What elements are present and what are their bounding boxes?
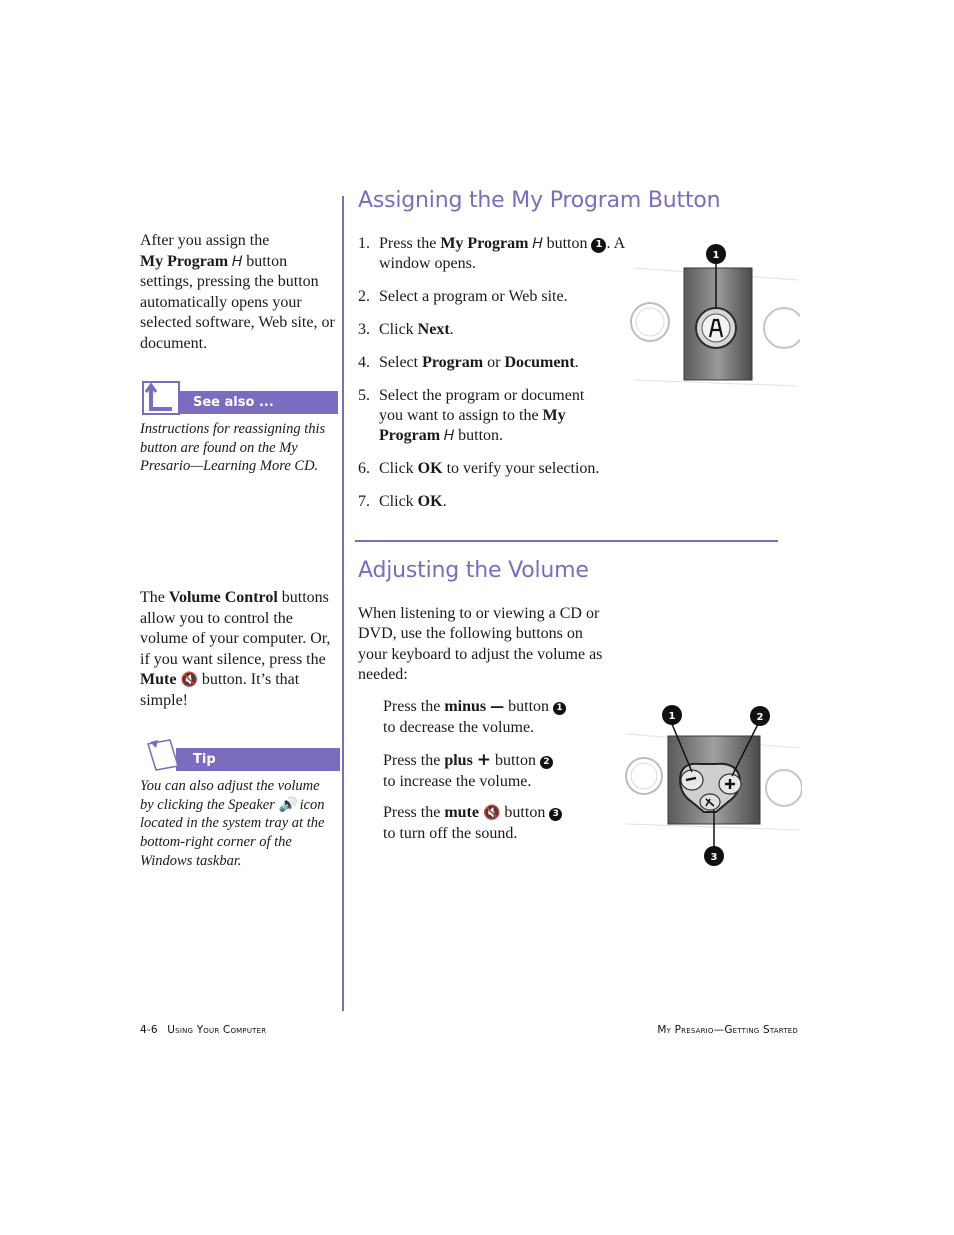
list-item: 7. Click OK. xyxy=(358,493,447,510)
speaker-icon: 🔊 xyxy=(278,796,296,813)
tip-bar xyxy=(176,748,340,771)
my-program-icon: 𝛨 xyxy=(232,253,243,270)
see-also-callout xyxy=(140,381,340,417)
column-divider xyxy=(342,196,344,1011)
my-program-button-illustration xyxy=(628,240,800,392)
footer-right: My Presario—Getting Started xyxy=(657,1024,798,1036)
list-item: 4. Select Program or Document. xyxy=(358,354,579,371)
page-number: 4-6 xyxy=(140,1024,158,1036)
figure-callout-2: 2 xyxy=(756,712,764,723)
mute-icon: 🔇 xyxy=(180,672,198,688)
see-also-label: See also ... xyxy=(193,395,274,410)
my-program-icon: 𝛨 xyxy=(444,428,455,444)
my-program-steps xyxy=(358,234,628,525)
see-also-arrow-icon xyxy=(142,381,182,415)
list-item: 5. Select the program or document you want to assign to the My Program 𝛨 button. xyxy=(358,387,585,444)
figure-callout-1: 1 xyxy=(712,250,720,261)
section-title-my-program: Assigning the My Program Button xyxy=(358,188,721,213)
tip-callout xyxy=(140,738,342,774)
section-title-volume: Adjusting the Volume xyxy=(358,558,589,583)
callout-badge: 2 xyxy=(540,756,553,769)
see-also-bar xyxy=(176,391,338,414)
volume-item-mute: Press the mute 🔇 button 3 to turn off the sound. xyxy=(383,803,603,844)
sidebar-text: After you assign the xyxy=(140,232,270,249)
footer-left xyxy=(140,1024,266,1036)
tip-text: You can also adjust the volume by clicking the Speaker 🔊 icon located in the system tray at the bottom-right corner of the Windows taskbar. xyxy=(140,778,325,869)
section-divider xyxy=(355,540,778,542)
figure-callout-1: 1 xyxy=(668,711,676,722)
sidebar-text: button settings, pressing the button automatically opens your selected software, Web site, or document. xyxy=(140,252,335,352)
sidebar-intro-my-program xyxy=(140,231,335,354)
sidebar-intro-volume: The Volume Control buttons allow you to control the volume of your computer. Or, if you want silence, press the Mute 🔇 button. It’s that simple! xyxy=(140,589,331,709)
figure-callout-3: 3 xyxy=(710,852,718,863)
volume-item-plus: Press the plus + button 2 to increase the volume. xyxy=(383,750,593,792)
list-item: 3. Click Next. xyxy=(358,321,454,338)
callout-badge: 3 xyxy=(549,808,562,821)
list-item: 1. Press the My Program 𝛨 button 1 . A window opens. xyxy=(358,235,625,272)
my-program-icon: 𝛨 xyxy=(532,236,543,252)
plus-icon: + xyxy=(476,750,492,770)
chapter-title: Using Your Computer xyxy=(167,1024,267,1036)
callout-badge: 1 xyxy=(591,238,606,253)
see-also-text: Instructions for reassigning this button are found on the My Presario—Learning More CD. xyxy=(140,421,326,475)
volume-intro: When listening to or viewing a CD or DVD, use the following buttons on your keyboard to adjust the volume as needed: xyxy=(358,605,603,683)
tip-label: Tip xyxy=(193,752,216,767)
callout-badge: 1 xyxy=(553,702,566,715)
volume-buttons-illustration xyxy=(620,700,802,870)
list-item: 2. Select a program or Web site. xyxy=(358,288,568,305)
volume-item-minus: Press the minus — button 1 to decrease the volume. xyxy=(383,697,593,738)
tip-note-icon xyxy=(144,738,182,772)
sidebar-bold: My Program xyxy=(140,252,229,270)
mute-icon: 🔇 xyxy=(482,805,501,821)
minus-icon: — xyxy=(490,699,505,715)
list-item: 6. Click OK to verify your selection. xyxy=(358,460,600,477)
